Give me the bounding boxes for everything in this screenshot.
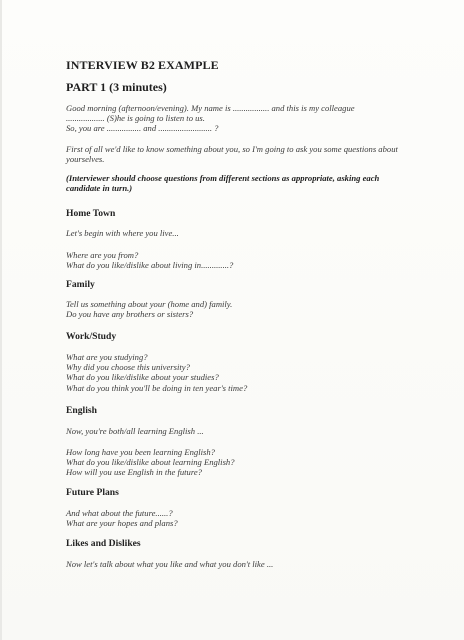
question-group — [66, 352, 426, 393]
section-heading-family: Family — [66, 279, 95, 290]
question-line: Where are you from? — [66, 250, 139, 260]
part-heading: PART 1 (3 minutes) — [66, 80, 167, 94]
question-line: Tell us something about your (home and) family. — [66, 299, 233, 309]
question-line: Why did you choose this university? — [66, 362, 190, 373]
question-group — [66, 426, 426, 436]
question-line: How will you use English in the future? — [66, 467, 202, 478]
question-line: What are you studying? — [66, 352, 148, 362]
section-heading-future-plans: Future Plans — [66, 487, 119, 498]
section-heading-home-town: Home Town — [66, 208, 116, 219]
question-line: What do you like/dislike about learning English? — [66, 457, 235, 468]
intro-line: So, you are ................ and ......................... ? — [66, 123, 219, 134]
question-line: Do you have any brothers or sisters? — [66, 309, 194, 320]
question-line: What do you like/dislike about your studies? — [66, 372, 219, 383]
section-heading-english: English — [66, 405, 97, 416]
section-heading-likes-dislikes: Likes and Dislikes — [66, 538, 141, 549]
first-of-all-text: First of all we'd like to know something about you, so I'm going to ask you some questions about yourselves. — [66, 144, 398, 165]
question-group — [66, 299, 426, 319]
question-line: And what about the future......? — [66, 508, 173, 518]
question-line: What are your hopes and plans? — [66, 518, 178, 529]
question-line: How long have you been learning English? — [66, 447, 215, 457]
question-group — [66, 508, 426, 528]
intro-line: .................. (S)he is going to listen to us. — [66, 113, 205, 124]
intro-line: Good morning (afternoon/evening). My name is ................. and this is my colleague — [66, 103, 355, 113]
document-title: INTERVIEW B2 EXAMPLE — [66, 58, 219, 72]
question-line: What do you think you'll be doing in ten year's time? — [66, 382, 248, 393]
scan-edge — [0, 0, 2, 640]
question-line: Now let's talk about what you like and what you don't like ... — [66, 559, 274, 569]
interviewer-instruction: (Interviewer should choose questions from different sections as appropriate, asking each candidate in turn.) — [66, 173, 380, 194]
question-group — [66, 228, 426, 238]
question-line: What do you like/dislike about living in.............? — [66, 260, 234, 271]
question-line: Let's begin with where you live... — [66, 228, 179, 238]
section-heading-work-study: Work/Study — [66, 331, 117, 342]
question-group — [66, 559, 426, 569]
question-group — [66, 447, 426, 478]
question-line: Now, you're both/all learning English ... — [66, 426, 204, 436]
intro-text — [66, 103, 426, 134]
question-group — [66, 250, 426, 270]
